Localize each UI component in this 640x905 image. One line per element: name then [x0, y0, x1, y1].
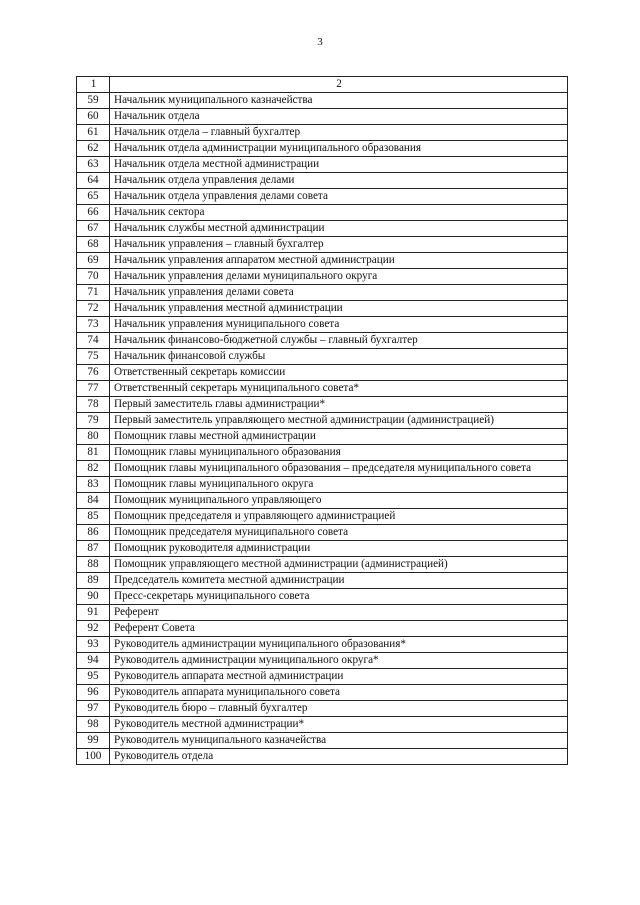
- row-number: 82: [77, 461, 110, 477]
- table-row: [77, 333, 568, 349]
- row-number: 92: [77, 621, 110, 637]
- row-number: 72: [77, 301, 110, 317]
- table-row: [77, 733, 568, 749]
- column-header-number: 1: [77, 77, 110, 93]
- row-number: 83: [77, 477, 110, 493]
- position-title: Руководитель местной администрации*: [110, 717, 568, 733]
- row-number: 59: [77, 93, 110, 109]
- position-title: Начальник управления муниципального совета: [110, 317, 568, 333]
- row-number: 61: [77, 125, 110, 141]
- table-row: [77, 525, 568, 541]
- table-row: [77, 493, 568, 509]
- row-number: 62: [77, 141, 110, 157]
- position-title: Начальник управления делами совета: [110, 285, 568, 301]
- position-title: Начальник муниципального казначейства: [110, 93, 568, 109]
- table-row: [77, 477, 568, 493]
- table-row: [77, 301, 568, 317]
- table-row: [77, 749, 568, 765]
- table-row: [77, 637, 568, 653]
- row-number: 71: [77, 285, 110, 301]
- row-number: 93: [77, 637, 110, 653]
- table-row: [77, 237, 568, 253]
- row-number: 77: [77, 381, 110, 397]
- row-number: 70: [77, 269, 110, 285]
- row-number: 63: [77, 157, 110, 173]
- table-row: [77, 109, 568, 125]
- row-number: 84: [77, 493, 110, 509]
- table-row: [77, 461, 568, 477]
- table-row: [77, 701, 568, 717]
- position-title: Начальник управления делами муниципального округа: [110, 269, 568, 285]
- row-number: 99: [77, 733, 110, 749]
- positions-table: [76, 76, 568, 765]
- table-row: [77, 269, 568, 285]
- table-row: [77, 141, 568, 157]
- position-title: Помощник муниципального управляющего: [110, 493, 568, 509]
- table-row: [77, 413, 568, 429]
- row-number: 95: [77, 669, 110, 685]
- row-number: 69: [77, 253, 110, 269]
- position-title: Ответственный секретарь комиссии: [110, 365, 568, 381]
- table-row: [77, 221, 568, 237]
- row-number: 96: [77, 685, 110, 701]
- row-number: 65: [77, 189, 110, 205]
- position-title: Помощник главы муниципального образования: [110, 445, 568, 461]
- page-number: 3: [317, 36, 323, 48]
- position-title: Референт Совета: [110, 621, 568, 637]
- table-row: [77, 349, 568, 365]
- row-number: 60: [77, 109, 110, 125]
- position-title: Помощник главы местной администрации: [110, 429, 568, 445]
- table-row: [77, 429, 568, 445]
- row-number: 87: [77, 541, 110, 557]
- position-title: Первый заместитель главы администрации*: [110, 397, 568, 413]
- position-title: Руководитель аппарата муниципального совета: [110, 685, 568, 701]
- position-title: Помощник председателя и управляющего администрацией: [110, 509, 568, 525]
- position-title: Первый заместитель управляющего местной администрации (администрацией): [110, 413, 568, 429]
- table-row: [77, 365, 568, 381]
- table-row: [77, 285, 568, 301]
- row-number: 85: [77, 509, 110, 525]
- row-number: 75: [77, 349, 110, 365]
- table-body: [77, 93, 568, 765]
- row-number: 88: [77, 557, 110, 573]
- row-number: 91: [77, 605, 110, 621]
- position-title: Помощник главы муниципального округа: [110, 477, 568, 493]
- table-row: [77, 173, 568, 189]
- column-header-title: 2: [110, 77, 568, 93]
- row-number: 86: [77, 525, 110, 541]
- position-title: Начальник отдела управления делами совета: [110, 189, 568, 205]
- table-row: [77, 381, 568, 397]
- table-row: [77, 205, 568, 221]
- table-row: [77, 669, 568, 685]
- position-title: Пресс-секретарь муниципального совета: [110, 589, 568, 605]
- row-number: 79: [77, 413, 110, 429]
- position-title: Руководитель администрации муниципального образования*: [110, 637, 568, 653]
- row-number: 66: [77, 205, 110, 221]
- table-row: [77, 589, 568, 605]
- row-number: 98: [77, 717, 110, 733]
- table-row: [77, 189, 568, 205]
- position-title: Руководитель муниципального казначейства: [110, 733, 568, 749]
- table-row: [77, 509, 568, 525]
- position-title: Начальник сектора: [110, 205, 568, 221]
- position-title: Начальник отдела администрации муниципального образования: [110, 141, 568, 157]
- row-number: 97: [77, 701, 110, 717]
- position-title: Ответственный секретарь муниципального совета*: [110, 381, 568, 397]
- position-title: Начальник управления – главный бухгалтер: [110, 237, 568, 253]
- table-row: [77, 157, 568, 173]
- row-number: 81: [77, 445, 110, 461]
- table-row: [77, 557, 568, 573]
- position-title: Председатель комитета местной администрации: [110, 573, 568, 589]
- row-number: 90: [77, 589, 110, 605]
- position-title: Референт: [110, 605, 568, 621]
- table-row: [77, 253, 568, 269]
- row-number: 68: [77, 237, 110, 253]
- table-row: [77, 445, 568, 461]
- position-title: Помощник председателя муниципального совета: [110, 525, 568, 541]
- row-number: 89: [77, 573, 110, 589]
- row-number: 73: [77, 317, 110, 333]
- position-title: Помощник управляющего местной администрации (администрацией): [110, 557, 568, 573]
- row-number: 94: [77, 653, 110, 669]
- table-row: [77, 573, 568, 589]
- row-number: 67: [77, 221, 110, 237]
- row-number: 64: [77, 173, 110, 189]
- row-number: 74: [77, 333, 110, 349]
- position-title: Руководитель администрации муниципального округа*: [110, 653, 568, 669]
- position-title: Начальник финансовой службы: [110, 349, 568, 365]
- row-number: 76: [77, 365, 110, 381]
- position-title: Руководитель бюро – главный бухгалтер: [110, 701, 568, 717]
- table-row: [77, 317, 568, 333]
- table-row: [77, 397, 568, 413]
- position-title: Помощник руководителя администрации: [110, 541, 568, 557]
- table-row: [77, 93, 568, 109]
- table-row: [77, 621, 568, 637]
- position-title: Начальник управления местной администрации: [110, 301, 568, 317]
- table-row: [77, 717, 568, 733]
- position-title: Начальник финансово-бюджетной службы – главный бухгалтер: [110, 333, 568, 349]
- position-title: Начальник отдела управления делами: [110, 173, 568, 189]
- position-title: Помощник главы муниципального образования – председателя муниципального совета: [110, 461, 568, 477]
- position-title: Начальник отдела – главный бухгалтер: [110, 125, 568, 141]
- table-header-row: [77, 77, 568, 93]
- table-row: [77, 685, 568, 701]
- table-row: [77, 541, 568, 557]
- position-title: Начальник отдела местной администрации: [110, 157, 568, 173]
- position-title: Начальник управления аппаратом местной администрации: [110, 253, 568, 269]
- row-number: 80: [77, 429, 110, 445]
- row-number: 100: [77, 749, 110, 765]
- position-title: Начальник отдела: [110, 109, 568, 125]
- position-title: Начальник службы местной администрации: [110, 221, 568, 237]
- table-row: [77, 605, 568, 621]
- table-row: [77, 653, 568, 669]
- row-number: 78: [77, 397, 110, 413]
- table-row: [77, 125, 568, 141]
- position-title: Руководитель отдела: [110, 749, 568, 765]
- position-title: Руководитель аппарата местной администрации: [110, 669, 568, 685]
